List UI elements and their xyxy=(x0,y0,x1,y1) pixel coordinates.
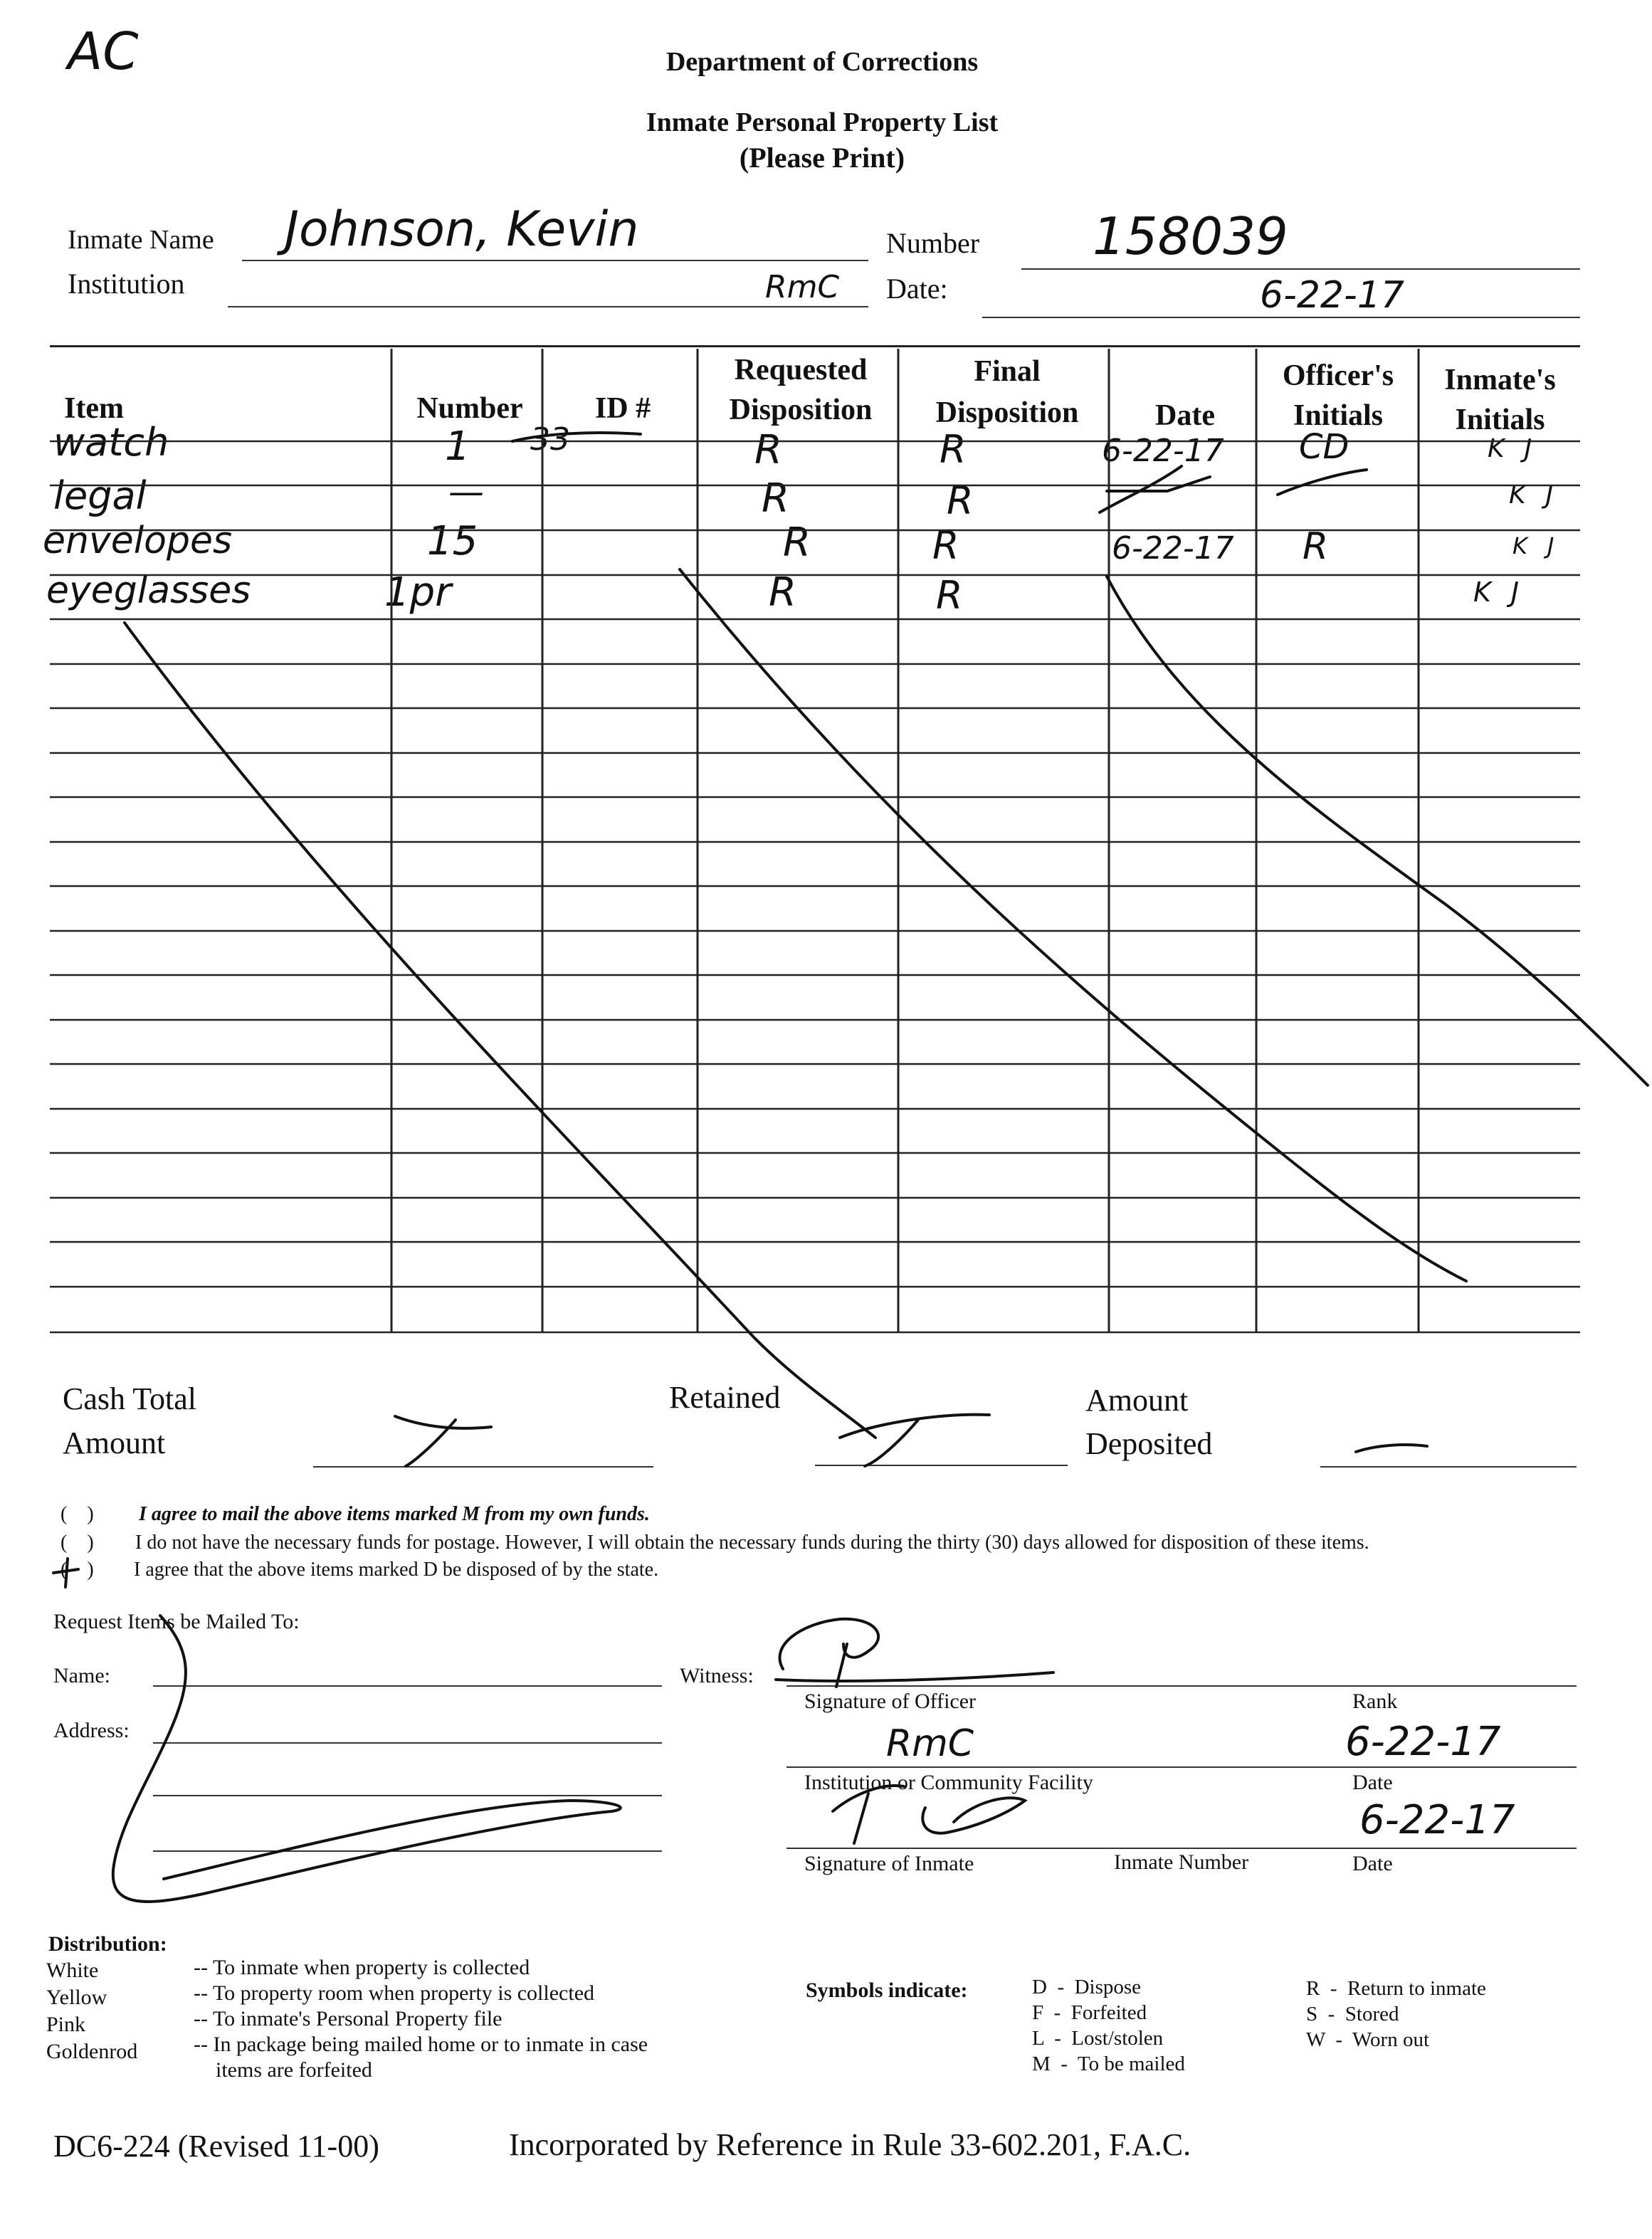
row-date[interactable]: 6-22-17 xyxy=(1112,530,1234,567)
row-officer[interactable]: CD xyxy=(1299,427,1350,467)
distribution-color: Pink xyxy=(46,2013,86,2036)
header-inmate-1: Inmate's xyxy=(1444,364,1556,396)
agreement-dispose: I agree that the above items marked D be disposed of by the state. xyxy=(134,1559,659,1581)
void-line-disposition-column xyxy=(680,569,1466,1281)
row-id[interactable]: 33 xyxy=(530,421,570,458)
corner-handwritten-mark: AC xyxy=(68,21,139,81)
inmate-number-label: Inmate Number xyxy=(1114,1850,1249,1874)
symbol-entry: M - To be mailed xyxy=(1032,2053,1185,2075)
date-value-1[interactable]: 6-22-17 xyxy=(1345,1719,1501,1765)
checkbox-mark xyxy=(53,1559,78,1587)
officer-signature-label: Signature of Officer xyxy=(804,1690,977,1713)
date-label-1: Date xyxy=(1352,1771,1393,1794)
symbol-entry: L - Lost/stolen xyxy=(1032,2027,1164,2050)
number-label: Number xyxy=(886,227,980,259)
void-line-initials-column xyxy=(1107,576,1648,1085)
row-requested[interactable]: R xyxy=(762,475,789,522)
row-final[interactable]: R xyxy=(947,478,974,523)
header-item: Item xyxy=(64,392,124,425)
amount-label: Amount xyxy=(1085,1383,1189,1418)
request-mailed-label: Request Items be Mailed To: xyxy=(53,1610,300,1633)
row-requested[interactable]: R xyxy=(783,520,811,566)
symbol-entry: R - Return to inmate xyxy=(1306,1977,1486,2000)
date-label-2: Date xyxy=(1352,1852,1393,1875)
inmate-name-value[interactable]: Johnson, Kevin xyxy=(285,201,639,258)
witness-label: Witness: xyxy=(680,1664,754,1687)
officer-signature-stroke xyxy=(776,1619,1053,1687)
distribution-color: Yellow xyxy=(46,1986,107,2009)
symbol-entry: W - Worn out xyxy=(1306,2028,1429,2051)
row-inmate[interactable]: KJ xyxy=(1488,434,1552,463)
row-number[interactable]: 1pr xyxy=(384,569,452,616)
row-item[interactable]: legal xyxy=(53,473,147,518)
header-final-1: Final xyxy=(974,355,1041,388)
void-line-item-column xyxy=(125,623,875,1438)
inmate-signature-label: Signature of Inmate xyxy=(804,1852,974,1875)
distribution-label: Distribution: xyxy=(48,1932,167,1956)
row-final[interactable]: R xyxy=(940,427,967,472)
name-label: Name: xyxy=(53,1664,110,1687)
row-date[interactable]: 6-22-17 xyxy=(1102,433,1224,469)
row-requested[interactable]: R xyxy=(769,569,796,616)
header-inmate-2: Initials xyxy=(1455,404,1545,436)
header-requested-2: Disposition xyxy=(729,394,873,426)
row-item[interactable]: envelopes xyxy=(43,520,233,562)
agreement-no-funds: I do not have the necessary funds for postage. However, I will obtain the necessary funds during the thirty (30) days allowed for disposition of these items. xyxy=(135,1532,1369,1554)
row-final[interactable]: R xyxy=(936,573,963,618)
form-title: Inmate Personal Property List xyxy=(646,107,999,137)
mailing-void-scribble xyxy=(113,1616,621,1902)
date-value-2[interactable]: 6-22-17 xyxy=(1359,1797,1515,1843)
date-label: Date: xyxy=(886,273,948,305)
header-requested-1: Requested xyxy=(734,354,868,386)
address-label: Address: xyxy=(53,1719,130,1742)
distribution-desc: -- In package being mailed home or to inmate in case xyxy=(194,2033,648,2056)
header-officer-1: Officer's xyxy=(1282,359,1394,392)
row-requested[interactable]: R xyxy=(754,427,782,473)
row-item[interactable]: eyeglasses xyxy=(46,569,251,612)
row-inmate[interactable]: KJ xyxy=(1512,532,1574,559)
checkbox-mail[interactable]: ( ) xyxy=(60,1503,94,1525)
form-subtitle: (Please Print) xyxy=(739,142,905,174)
row-inmate[interactable]: KJ xyxy=(1509,480,1574,510)
retained-label: Retained xyxy=(669,1380,781,1415)
row-number[interactable]: 1 xyxy=(445,423,470,470)
header-number: Number xyxy=(416,392,523,425)
header-final-2: Disposition xyxy=(935,396,1079,429)
number-value[interactable]: 158039 xyxy=(1093,206,1288,266)
deposited-label: Deposited xyxy=(1085,1426,1213,1461)
inmate-name-label: Inmate Name xyxy=(68,225,214,255)
officer-dash-stroke xyxy=(1278,470,1367,495)
header-id: ID # xyxy=(594,392,651,425)
symbols-label: Symbols indicate: xyxy=(806,1979,968,2002)
row-inmate[interactable]: KJ xyxy=(1473,576,1540,608)
row-officer[interactable]: R xyxy=(1303,525,1329,568)
symbol-entry: S - Stored xyxy=(1306,2003,1399,2025)
id-strike-stroke xyxy=(512,433,641,441)
department-title: Department of Corrections xyxy=(665,47,979,77)
cash-amount-label: Amount xyxy=(63,1426,166,1460)
facility-value[interactable]: RmC xyxy=(886,1722,974,1765)
distribution-desc: -- To property room when property is collected xyxy=(194,1981,595,2005)
agreement-mail: I agree to mail the above items marked M from my own funds. xyxy=(139,1503,650,1525)
distribution-color: Goldenrod xyxy=(46,2040,138,2063)
symbol-entry: F - Forfeited xyxy=(1032,2001,1147,2024)
rank-label: Rank xyxy=(1352,1690,1398,1713)
distribution-desc: -- To inmate when property is collected xyxy=(194,1956,530,1979)
header-officer-2: Initials xyxy=(1293,399,1384,432)
facility-label: Institution or Community Facility xyxy=(804,1771,1093,1794)
checkbox-no-funds[interactable]: ( ) xyxy=(60,1532,94,1554)
institution-value[interactable]: RmC xyxy=(765,269,840,305)
symbol-entry: D - Dispose xyxy=(1032,1976,1142,1998)
checkbox-dispose[interactable]: ( ) xyxy=(60,1559,94,1581)
rule-reference: Incorporated by Reference in Rule 33-602.201, F.A.C. xyxy=(509,2127,1191,2162)
cash-total-slash xyxy=(395,1416,491,1466)
retained-slash xyxy=(840,1415,989,1466)
inmate-signature-stroke xyxy=(833,1786,1025,1843)
form-id: DC6-224 (Revised 11-00) xyxy=(53,2129,379,2164)
cash-total-label: Cash Total xyxy=(63,1381,196,1416)
row-item[interactable]: watch xyxy=(53,420,169,465)
date-dash-stroke xyxy=(1107,477,1210,491)
row-final[interactable]: R xyxy=(932,523,959,568)
date-value[interactable]: 6-22-17 xyxy=(1260,274,1404,317)
distribution-continuation: items are forfeited xyxy=(216,2058,372,2082)
row-number[interactable]: 15 xyxy=(427,518,478,564)
institution-label: Institution xyxy=(68,268,185,300)
distribution-desc: -- To inmate's Personal Property file xyxy=(194,2007,503,2030)
deposited-slash xyxy=(1356,1445,1427,1452)
row-number[interactable]: — xyxy=(448,471,484,512)
header-date: Date xyxy=(1155,399,1215,432)
distribution-color: White xyxy=(46,1959,99,1982)
